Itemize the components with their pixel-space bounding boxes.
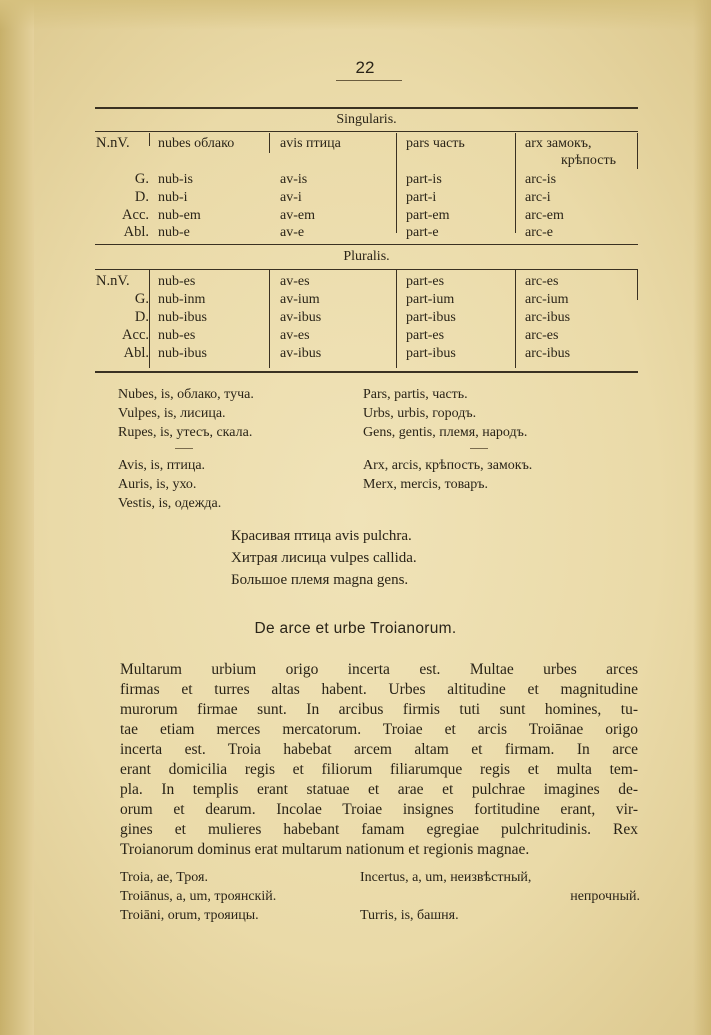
paragraph-line: pla. In templis erant statuae et arae et pulchrae imagines de- — [120, 781, 638, 798]
paragraph-line: firmas et turres altas habent. Urbes altitudine et magnitudine — [120, 681, 638, 698]
table-cell: nub-es — [158, 274, 196, 289]
table-cell: крѣпость — [561, 153, 616, 168]
table-cell: part-es — [406, 328, 445, 343]
table-cell: nub-i — [158, 190, 188, 205]
table-cell: av-i — [280, 190, 302, 205]
vocab-entry: Arx, arcis, крѣпость, замокъ. — [363, 458, 533, 473]
phrase-line: Большое племя magna gens. — [231, 572, 409, 588]
column-divider — [637, 133, 638, 169]
plural-header: Pluralis. — [343, 249, 390, 264]
paragraph-line: tae etiam merces mercatorum. Troiae et arcis Troiānae origo — [120, 721, 638, 738]
case-label: G. — [134, 291, 149, 307]
column-divider — [515, 133, 516, 233]
table-cell: part-ibus — [406, 346, 456, 361]
table-cell: arc-e — [525, 225, 553, 240]
table-cell: arx замокъ, — [525, 136, 592, 151]
table-cell: part-e — [406, 225, 439, 240]
vocab-entry: Pars, partis, часть. — [363, 387, 468, 402]
vocab-entry: Vestis, is, одежда. — [118, 496, 222, 511]
table-cell: avis птица — [280, 136, 341, 151]
phrase-line: Красивая птица avis pulchra. — [231, 528, 412, 544]
gloss-entry: Troiāni, orum, трояицы. — [120, 908, 259, 923]
table-rule — [95, 131, 638, 132]
vocab-entry: Gens, gentis, племя, народъ. — [363, 425, 528, 440]
table-cell: arc-es — [525, 328, 559, 343]
page-edge-left — [0, 0, 34, 1035]
table-cell: av-es — [280, 274, 310, 289]
column-divider — [269, 270, 270, 368]
table-cell: arc-is — [525, 172, 557, 187]
reading-paragraph — [120, 660, 638, 860]
gloss-entry: Troiānus, a, um, троянскiй. — [120, 889, 277, 904]
vocab-entry: Avis, is, птица. — [118, 458, 206, 473]
page-number-rule — [336, 80, 402, 81]
table-cell: av-ibus — [280, 310, 322, 325]
declension-table — [95, 107, 638, 373]
vocab-entry: Merx, mercis, товаръ. — [363, 477, 488, 492]
table-cell: pars часть — [406, 136, 465, 151]
case-label: D. — [134, 189, 149, 205]
glossary-left — [120, 868, 276, 925]
column-divider — [396, 133, 397, 233]
section-title: De arce et urbe Troianorum. — [254, 620, 457, 637]
table-cell: part-ium — [406, 292, 455, 307]
paragraph-line: incerta est. Troia habebat arcem altam et firmam. In arce — [120, 741, 638, 758]
table-cell: nub-em — [158, 208, 201, 223]
page-number: 22 — [355, 58, 375, 77]
table-cell: arc-ibus — [525, 346, 571, 361]
vocab-entry: Auris, is, ухо. — [118, 477, 197, 492]
case-label: D. — [134, 309, 149, 325]
case-label: Acc. — [122, 327, 149, 343]
case-label: Acc. — [122, 207, 149, 223]
vocab-entry: Vulpes, is, лисица. — [118, 406, 226, 421]
table-cell: nub-ibus — [158, 310, 207, 325]
table-cell: part-ibus — [406, 310, 456, 325]
table-cell: av-em — [280, 208, 315, 223]
gloss-entry: Incertus, a, um, неизвѣстный, — [360, 870, 532, 885]
case-label: Abl. — [123, 345, 149, 361]
paragraph-line: Multarum urbium origo incerta est. Multae urbes arces — [120, 661, 638, 678]
table-cell: nub-e — [158, 225, 190, 240]
paragraph-line: gines et mulieres habebant famam egregiae pulchritudinis. Rex — [120, 821, 638, 838]
table-cell: part-em — [406, 208, 450, 223]
paragraph-line: erant domicilia regis et filiorum filiarumque regis et multa tem- — [120, 761, 638, 778]
table-cell: arc-ium — [525, 292, 569, 307]
case-label: N.nV. — [96, 135, 130, 151]
paragraph-line: Troianorum dominus erat multarum nationum et regionis magnae. — [120, 841, 530, 858]
vocab-left-1 — [118, 385, 254, 442]
separator-rule — [175, 448, 193, 449]
paragraph-line: murorum firmae sunt. In arcibus firmis tuti sunt homines, tu- — [120, 701, 638, 718]
table-cell: av-is — [280, 172, 308, 187]
gloss-entry: Turris, is, башня. — [360, 908, 459, 923]
singular-header: Singularis. — [336, 112, 397, 127]
table-cell: arc-em — [525, 208, 564, 223]
table-cell: av-ium — [280, 292, 320, 307]
table-cell: nubes облако — [158, 136, 235, 151]
table-cell: arc-es — [525, 274, 559, 289]
column-divider — [515, 270, 516, 368]
table-rule — [95, 244, 638, 245]
table-cell: av-ibus — [280, 346, 322, 361]
table-cell: nub-ibus — [158, 346, 207, 361]
table-cell: part-es — [406, 274, 445, 289]
table-cell: arc-i — [525, 190, 551, 205]
phrase-block — [231, 525, 417, 591]
page-edge-top — [0, 0, 711, 30]
glossary-right — [360, 868, 640, 925]
column-divider — [637, 270, 638, 300]
paragraph-line: orum et dearum. Incolae Troiae insignes fortitudine erant, vir- — [120, 801, 638, 818]
page-edge-right — [693, 0, 711, 1035]
vocab-right-2 — [363, 456, 532, 494]
table-cell: nub-is — [158, 172, 193, 187]
gloss-entry: непрочный. — [570, 889, 640, 904]
table-cell: nub-es — [158, 328, 196, 343]
vocab-entry: Nubes, is, облако, туча. — [118, 387, 254, 402]
case-label: N.nV. — [96, 273, 130, 289]
column-divider — [396, 270, 397, 368]
table-cell: part-is — [406, 172, 442, 187]
table-cell: arc-ibus — [525, 310, 571, 325]
case-label: G. — [134, 171, 149, 187]
table-cell: nub-inm — [158, 292, 206, 307]
table-cell: av-e — [280, 225, 305, 240]
column-divider — [269, 133, 270, 153]
separator-rule — [470, 448, 488, 449]
vocab-right-1 — [363, 385, 527, 442]
case-label: Abl. — [123, 224, 149, 240]
phrase-line: Хитрая лисица vulpes callida. — [231, 550, 417, 566]
table-rule — [95, 269, 638, 270]
column-divider — [149, 133, 150, 146]
column-divider — [149, 270, 150, 368]
table-cell: part-i — [406, 190, 437, 205]
vocab-entry: Rupes, is, утесъ, скала. — [118, 425, 253, 440]
gloss-entry: Troia, ae, Троя. — [120, 870, 208, 885]
vocab-entry: Urbs, urbis, городъ. — [363, 406, 477, 421]
table-cell: av-es — [280, 328, 310, 343]
vocab-left-2 — [118, 456, 221, 513]
